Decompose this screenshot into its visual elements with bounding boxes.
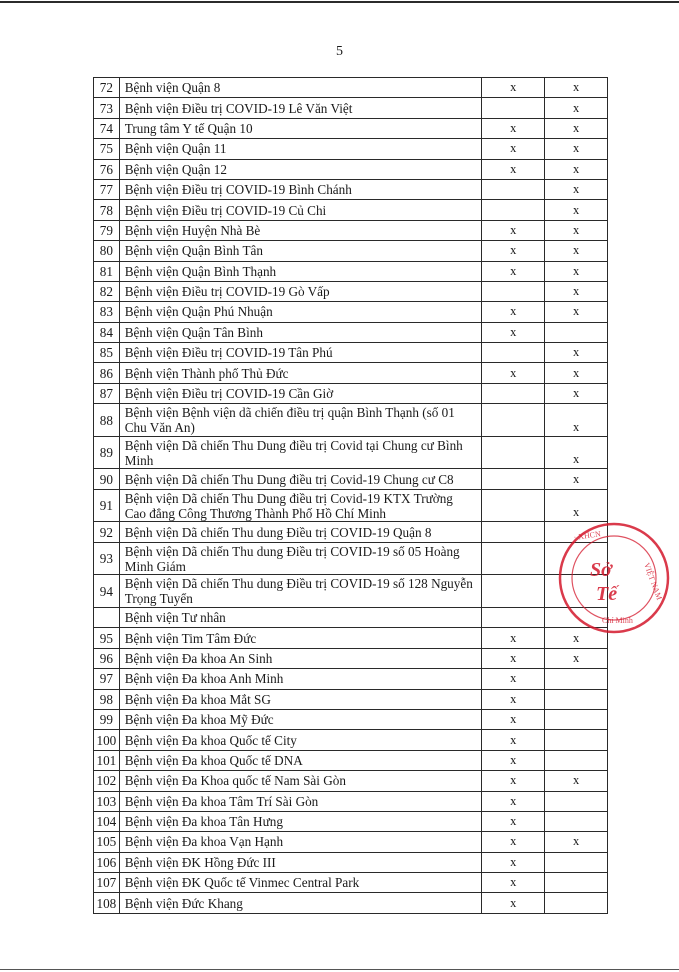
cell-no: 93 xyxy=(94,542,120,575)
cell-name: Bệnh viện Quận 11 xyxy=(119,139,482,159)
cell-no: 107 xyxy=(94,873,120,893)
cell-name: Bệnh viện ĐK Quốc tế Vinmec Central Park xyxy=(119,873,482,893)
cell-no: 81 xyxy=(94,261,120,281)
table-row xyxy=(94,522,608,542)
cell-c1: x xyxy=(482,709,545,729)
cell-no xyxy=(94,608,120,628)
cell-no: 105 xyxy=(94,832,120,852)
cell-c2: x xyxy=(545,261,608,281)
official-stamp xyxy=(552,520,670,635)
cell-c1: x xyxy=(482,241,545,261)
cell-c1 xyxy=(482,575,545,608)
table-row xyxy=(94,383,608,403)
cell-c1: x xyxy=(482,873,545,893)
cell-c2: x xyxy=(545,771,608,791)
cell-no: 100 xyxy=(94,730,120,750)
cell-c2 xyxy=(545,852,608,872)
cell-c1: x xyxy=(482,771,545,791)
cell-name: Bệnh viện Quận Bình Tân xyxy=(119,241,482,261)
cell-name: Bệnh viện Quận 8 xyxy=(119,78,482,98)
cell-name: Bệnh viện Đa khoa Mắt SG xyxy=(119,689,482,709)
svg-text:Chí Minh: Chí Minh xyxy=(602,616,633,625)
cell-name: Bệnh viện Quận Bình Thạnh xyxy=(119,261,482,281)
cell-name: Bệnh viện Đa khoa An Sinh xyxy=(119,648,482,668)
table-row xyxy=(94,542,608,575)
cell-no: 106 xyxy=(94,852,120,872)
cell-c2: x xyxy=(545,383,608,403)
cell-name: Bệnh viện Dã chiến Thu dung Điều trị COVID-19 số 05 Hoàng Minh Giám xyxy=(119,542,482,575)
cell-c1 xyxy=(482,542,545,575)
cell-c1 xyxy=(482,179,545,199)
table-row xyxy=(94,575,608,608)
table-row xyxy=(94,118,608,138)
cell-name: Bệnh viện Quận 12 xyxy=(119,159,482,179)
cell-c2: x xyxy=(545,118,608,138)
cell-no: 79 xyxy=(94,220,120,240)
cell-c2: x xyxy=(545,200,608,220)
cell-c1: x xyxy=(482,139,545,159)
cell-no: 86 xyxy=(94,363,120,383)
cell-c1 xyxy=(482,383,545,403)
table-row xyxy=(94,241,608,261)
cell-c1 xyxy=(482,98,545,118)
table-row xyxy=(94,363,608,383)
cell-no: 96 xyxy=(94,648,120,668)
svg-text:Tế: Tế xyxy=(596,583,618,605)
top-rule xyxy=(0,1,679,3)
table-row xyxy=(94,750,608,770)
cell-c2: x xyxy=(545,220,608,240)
cell-c1 xyxy=(482,200,545,220)
cell-name: Bệnh viện Dã chiến Thu Dung điều trị Covid-19 KTX Trường Cao đẳng Công Thương Thành Phố Hồ Chí Minh xyxy=(119,489,482,522)
table-row xyxy=(94,98,608,118)
cell-c1 xyxy=(482,489,545,522)
cell-no: 92 xyxy=(94,522,120,542)
cell-no: 87 xyxy=(94,383,120,403)
table-row xyxy=(94,730,608,750)
cell-no: 104 xyxy=(94,811,120,831)
cell-c2: x xyxy=(545,648,608,668)
cell-name: Bệnh viện ĐK Hồng Đức III xyxy=(119,852,482,872)
cell-c1: x xyxy=(482,730,545,750)
cell-no: 103 xyxy=(94,791,120,811)
cell-c2: x xyxy=(545,489,608,522)
cell-c1: x xyxy=(482,78,545,98)
cell-name: Bệnh viện Điều trị COVID-19 Củ Chi xyxy=(119,200,482,220)
cell-name: Bệnh viện Bệnh viện dã chiến điều trị quận Bình Thạnh (số 01 Chu Văn An) xyxy=(119,404,482,437)
cell-no: 97 xyxy=(94,669,120,689)
cell-name: Bệnh viện Quận Tân Bình xyxy=(119,322,482,342)
table-row xyxy=(94,159,608,179)
cell-name: Bệnh viện Dã chiến Thu dung Điều trị COVID-19 Quận 8 xyxy=(119,522,482,542)
cell-c1 xyxy=(482,469,545,489)
cell-no: 88 xyxy=(94,404,120,437)
cell-c2 xyxy=(545,791,608,811)
cell-c2: x xyxy=(545,302,608,322)
cell-name: Bệnh viện Điều trị COVID-19 Gò Vấp xyxy=(119,281,482,301)
cell-c2 xyxy=(545,322,608,342)
cell-no: 85 xyxy=(94,343,120,363)
cell-c2: x xyxy=(545,469,608,489)
cell-c2: x xyxy=(545,98,608,118)
cell-name: Bệnh viện Điều trị COVID-19 Tân Phú xyxy=(119,343,482,363)
cell-c1: x xyxy=(482,750,545,770)
cell-name: Bệnh viện Điều trị COVID-19 Bình Chánh xyxy=(119,179,482,199)
table-row xyxy=(94,281,608,301)
cell-no: 98 xyxy=(94,689,120,709)
cell-c1 xyxy=(482,436,545,469)
cell-c1: x xyxy=(482,893,545,913)
table-row xyxy=(94,220,608,240)
cell-name: Bệnh viện Điều trị COVID-19 Lê Văn Việt xyxy=(119,98,482,118)
cell-c1: x xyxy=(482,832,545,852)
cell-name: Bệnh viện Đa khoa Vạn Hạnh xyxy=(119,832,482,852)
cell-name: Bệnh viện Điều trị COVID-19 Cần Giờ xyxy=(119,383,482,403)
cell-c2: x xyxy=(545,343,608,363)
cell-c2 xyxy=(545,893,608,913)
cell-name: Bệnh viện Đa khoa Quốc tế City xyxy=(119,730,482,750)
cell-c2: x xyxy=(545,78,608,98)
cell-c1 xyxy=(482,522,545,542)
cell-name: Bệnh viện Đa khoa Anh Minh xyxy=(119,669,482,689)
stamp-seal-icon xyxy=(552,520,670,635)
table-row xyxy=(94,791,608,811)
cell-no: 73 xyxy=(94,98,120,118)
cell-name: Bệnh viện Quận Phú Nhuận xyxy=(119,302,482,322)
cell-c1: x xyxy=(482,363,545,383)
cell-c1: x xyxy=(482,811,545,831)
cell-name: Bệnh viện Đa khoa Quốc tế DNA xyxy=(119,750,482,770)
cell-no: 89 xyxy=(94,436,120,469)
table-row xyxy=(94,343,608,363)
cell-no: 82 xyxy=(94,281,120,301)
table-row xyxy=(94,489,608,522)
cell-name: Trung tâm Y tế Quận 10 xyxy=(119,118,482,138)
cell-c2 xyxy=(545,750,608,770)
cell-c1 xyxy=(482,281,545,301)
table-row xyxy=(94,322,608,342)
cell-c2 xyxy=(545,689,608,709)
cell-c2: x xyxy=(545,241,608,261)
cell-c1 xyxy=(482,404,545,437)
cell-name: Bệnh viện Đa khoa Tâm Trí Sài Gòn xyxy=(119,791,482,811)
table-row xyxy=(94,200,608,220)
table-row xyxy=(94,302,608,322)
cell-c2 xyxy=(545,669,608,689)
cell-c1: x xyxy=(482,669,545,689)
cell-c1 xyxy=(482,343,545,363)
cell-c1: x xyxy=(482,689,545,709)
cell-no: 95 xyxy=(94,628,120,648)
cell-no: 84 xyxy=(94,322,120,342)
table-row xyxy=(94,404,608,437)
cell-c2: x xyxy=(545,159,608,179)
cell-c1 xyxy=(482,608,545,628)
cell-c1: x xyxy=(482,118,545,138)
cell-c2 xyxy=(545,709,608,729)
cell-name: Bệnh viện Tư nhân xyxy=(119,608,482,628)
cell-c1: x xyxy=(482,648,545,668)
table-row xyxy=(94,139,608,159)
table-row xyxy=(94,669,608,689)
cell-no: 80 xyxy=(94,241,120,261)
cell-name: Bệnh viện Đức Khang xyxy=(119,893,482,913)
cell-no: 74 xyxy=(94,118,120,138)
cell-c2: x xyxy=(545,179,608,199)
cell-c2 xyxy=(545,730,608,750)
cell-no: 83 xyxy=(94,302,120,322)
cell-no: 78 xyxy=(94,200,120,220)
svg-text:VIỆT NAM: VIỆT NAM xyxy=(642,561,664,602)
table-row xyxy=(94,873,608,893)
cell-no: 72 xyxy=(94,78,120,98)
cell-no: 101 xyxy=(94,750,120,770)
cell-c2: x xyxy=(545,363,608,383)
cell-no: 75 xyxy=(94,139,120,159)
cell-no: 77 xyxy=(94,179,120,199)
cell-c1: x xyxy=(482,220,545,240)
cell-c1: x xyxy=(482,322,545,342)
table-row xyxy=(94,689,608,709)
page-number: 5 xyxy=(336,44,343,59)
svg-text:Sở: Sở xyxy=(590,559,612,581)
cell-name: Bệnh viện Dã chiến Thu Dung điều trị Covid-19 Chung cư C8 xyxy=(119,469,482,489)
cell-c1: x xyxy=(482,852,545,872)
cell-c2: x xyxy=(545,281,608,301)
table-row xyxy=(94,771,608,791)
cell-c1: x xyxy=(482,302,545,322)
table-row xyxy=(94,78,608,98)
cell-c1: x xyxy=(482,791,545,811)
table-row xyxy=(94,608,608,628)
cell-c2 xyxy=(545,873,608,893)
cell-c2: x xyxy=(545,436,608,469)
cell-name: Bệnh viện Dã chiến Thu dung Điều trị COVID-19 số 128 Nguyễn Trọng Tuyển xyxy=(119,575,482,608)
hospital-table xyxy=(93,77,608,914)
cell-no: 76 xyxy=(94,159,120,179)
cell-no: 94 xyxy=(94,575,120,608)
cell-no: 91 xyxy=(94,489,120,522)
svg-text:· XHCN: · XHCN xyxy=(573,529,602,542)
table-row xyxy=(94,261,608,281)
cell-name: Bệnh viện Huyện Nhà Bè xyxy=(119,220,482,240)
cell-name: Bệnh viện Đa khoa Mỹ Đức xyxy=(119,709,482,729)
cell-c2: x xyxy=(545,628,608,648)
cell-name: Bệnh viện Đa Khoa quốc tế Nam Sài Gòn xyxy=(119,771,482,791)
table-row xyxy=(94,893,608,913)
table-row xyxy=(94,179,608,199)
cell-no: 99 xyxy=(94,709,120,729)
cell-name: Bệnh viện Dã chiến Thu Dung điều trị Covid tại Chung cư Bình Minh xyxy=(119,436,482,469)
table-row xyxy=(94,709,608,729)
cell-no: 108 xyxy=(94,893,120,913)
table-row xyxy=(94,852,608,872)
table-row xyxy=(94,436,608,469)
cell-name: Bệnh viện Thành phố Thủ Đức xyxy=(119,363,482,383)
cell-name: Bệnh viện Đa khoa Tân Hưng xyxy=(119,811,482,831)
table-row xyxy=(94,469,608,489)
cell-c2 xyxy=(545,811,608,831)
cell-c2: x xyxy=(545,404,608,437)
cell-no: 102 xyxy=(94,771,120,791)
cell-no: 90 xyxy=(94,469,120,489)
bottom-rule xyxy=(0,969,679,970)
cell-c1: x xyxy=(482,261,545,281)
table-row xyxy=(94,648,608,668)
cell-c1: x xyxy=(482,159,545,179)
cell-name: Bệnh viện Tim Tâm Đức xyxy=(119,628,482,648)
table-row xyxy=(94,811,608,831)
table-row xyxy=(94,628,608,648)
cell-c2: x xyxy=(545,139,608,159)
cell-c2: x xyxy=(545,832,608,852)
table-row xyxy=(94,832,608,852)
cell-c1: x xyxy=(482,628,545,648)
